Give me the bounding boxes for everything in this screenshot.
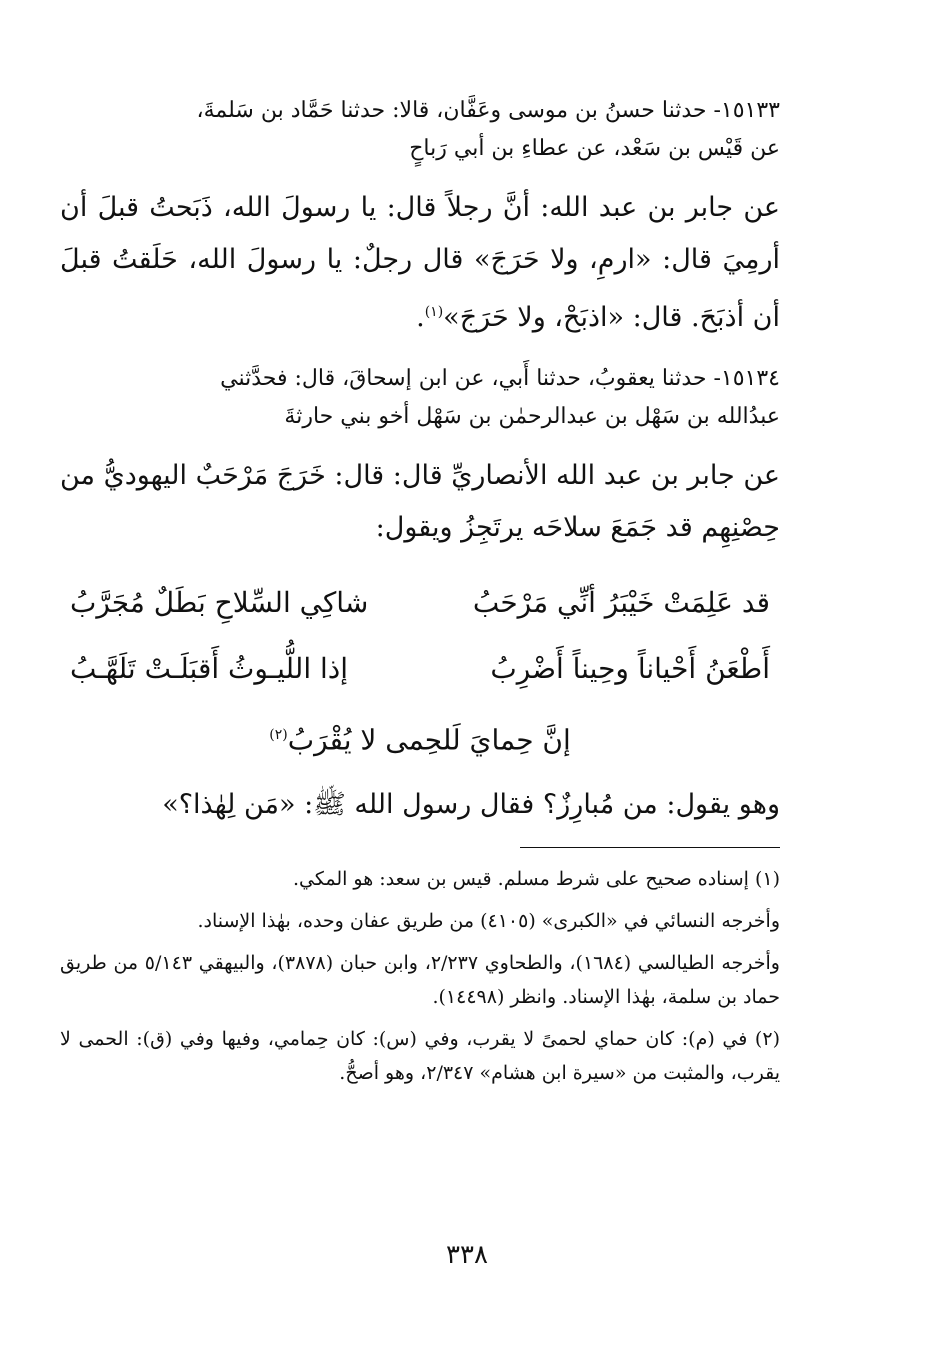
footnotes [60, 862, 780, 1090]
book-page [60, 92, 780, 1098]
isnad-line: ١٥١٣٤- حدثنا يعقوبُ، حدثنا أَبي، عن ابن إسحاقَ، قال: فحدَّثني [220, 366, 780, 391]
matn-text: عن جابر بن عبد الله الأنصاريِّ قال: قال: خَرَجَ مَرْحَبٌ اليهوديُّ من حِصْنِهِم قد جَمَعَ سلاحَه يرتَجِزُ ويقول: [60, 460, 780, 543]
isnad-line: ١٥١٣٣- حدثنا حسنُ بن موسى وعَفَّان، قالا: حدثنا حَمَّاد بن سَلمةَ، [196, 98, 780, 123]
verse-hemistich: إنَّ حِمايَ لَلحِمى لا يُقْرَبُ [287, 723, 571, 757]
footnote: وأخرجه النسائي في «الكبرى» (٤١٠٥) من طريق عفان وحده، بهٰذا الإسناد. [197, 910, 780, 933]
isnad-line: عبدُالله بن سَهْل بن عبدالرحمٰن بن سَهْل أخو بني حارثةَ [284, 404, 780, 429]
isnad-line: عن قَيْس بن سَعْد، عن عطاءِ بن أبي رَباحٍ [409, 136, 780, 161]
verse-hemistich: أَطْعَنُ أَحْياناً وحِيناً أَضْرِبُ [490, 652, 770, 685]
footnote: (١) إسناده صحيح على شرط مسلم. قيس بن سعد: هو المكي. [292, 868, 780, 891]
verse-row [60, 570, 780, 636]
hadith-15134-matn [60, 450, 780, 554]
hadith-15134-isnad [60, 360, 780, 436]
matn-text: وهو يقول: من مُبارِزٌ؟ فقال رسول الله ﷺ: «مَن لِهٰذا؟» [162, 789, 780, 821]
hadith-15133-matn: عن جابر بن عبد الله: أنَّ رجلاً قال: يا رسولَ الله، ذَبَحتُ قبلَ أن أرمِيَ قال: «ارمِ، ولا حَرَجَ» قال رجلٌ: يا رسولَ الله، حَلَقتُ قبلَ أن أذبَحَ. قال: «اذبَحْ، ولا حَرَجَ»$^{(١)}$. [60, 192, 780, 333]
matn-text: عن جابر بن عبد الله: أنَّ رجلاً قال: يا رسولَ الله، ذَبَحتُ قبلَ أن أرمِيَ قال: «ارمِ، ولا حَرَجَ» قال رجلٌ: يا رسولَ الله، حَلَقتُ قبلَ أن أذبَحَ. قال: «اذبَحْ، ولا حَرَجَ» [60, 192, 780, 333]
verse-hemistich: قد عَلِمَتْ خَيْبَرُ أنِّي مَرْحَبُ [472, 586, 770, 619]
verse-hemistich: إذا اللُّيـوثُ أَقبَلَـتْ تَلَهَّـبُ [70, 652, 349, 685]
footnote: وأخرجه الطيالسي (١٦٨٤)، والطحاوي ٢/٢٣٧، وابن حبان (٣٨٧٨)، والبيهقي ٥/١٤٣ من طريق حماد بن سلمة، بهٰذا الإسناد. وانظر (١٤٤٩٨). [60, 952, 780, 1009]
verse-single [60, 702, 780, 773]
hadith-15133-isnad [60, 92, 780, 168]
page-number: ٣٣٨ [446, 1240, 488, 1270]
verse-row [60, 636, 780, 702]
footnote-marker: (١) [424, 304, 444, 320]
hadith-15134-continuation [60, 779, 780, 831]
verse-hemistich: شاكِي السِّلاحِ بَطَلٌ مُجَرَّبُ [70, 586, 369, 619]
footnote: (٢) في (م): كان حماي لحمىً لا يقرب، وفي (س): كان حِمامي، وفيها وفي (ق): الحمى لا يقرب، والمثبت من «سيرة ابن هشام» ٢/٣٤٧، وهو أصحُّ. [60, 1028, 780, 1085]
footnote-separator [520, 847, 780, 848]
footnote-marker: (٢) [269, 727, 288, 743]
